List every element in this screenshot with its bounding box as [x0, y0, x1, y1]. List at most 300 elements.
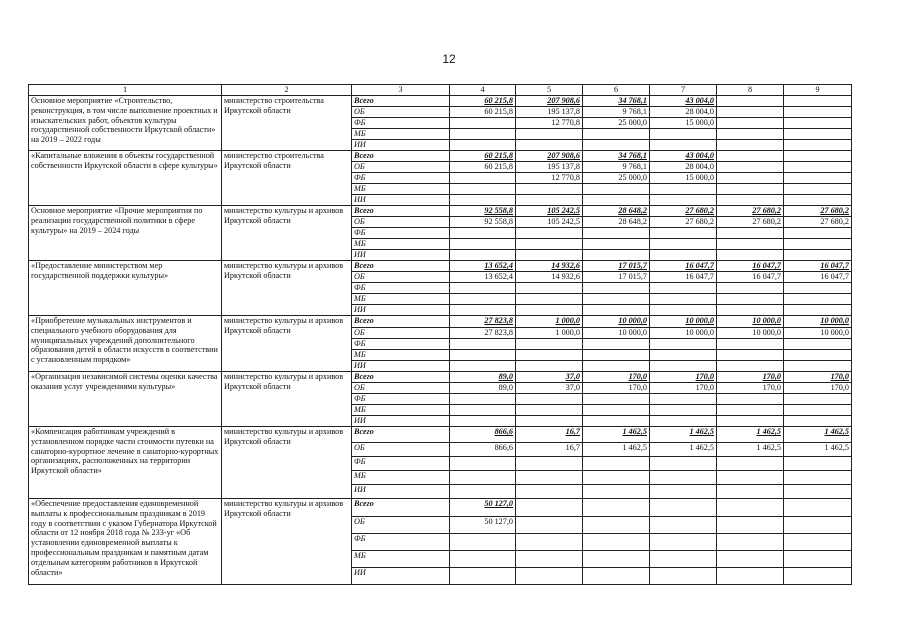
amount-cell: 60 215,8	[450, 151, 516, 162]
amount-cell: 27 823,8	[450, 328, 516, 339]
amount-cell	[717, 568, 784, 585]
amount-cell	[583, 551, 650, 568]
amount-cell	[650, 339, 717, 350]
amount-cell	[784, 405, 852, 416]
amount-cell: 866,6	[450, 443, 516, 457]
amount-cell	[450, 485, 516, 499]
amount-cell	[717, 457, 784, 471]
amount-cell	[784, 394, 852, 405]
amount-cell: 10 000,0	[717, 328, 784, 339]
amount-cell: 9 768,1	[583, 162, 650, 173]
funding-source: ОБ	[352, 328, 450, 339]
amount-cell	[784, 457, 852, 471]
amount-cell: 37,0	[516, 372, 583, 383]
amount-cell: 17 015,7	[583, 272, 650, 283]
amount-cell: 1 462,5	[650, 427, 717, 443]
table-row-total	[29, 261, 852, 272]
amount-cell	[450, 361, 516, 372]
amount-cell	[650, 305, 717, 316]
table-row-total	[29, 427, 852, 443]
amount-cell	[784, 140, 852, 151]
header-cell: 6	[583, 85, 650, 96]
responsible-executor: министерство культуры и архивов Иркутской области	[222, 261, 352, 316]
amount-cell	[516, 283, 583, 294]
amount-cell	[583, 283, 650, 294]
amount-cell	[583, 457, 650, 471]
amount-cell	[450, 305, 516, 316]
budget-table	[28, 84, 852, 585]
measure-description: «Обеспечение предоставления единовременной выплаты к профессиональным праздникам в 2019 году в соответствии с указом Губернатора Иркутской области от 12 ноября 2018 года № 233-уг «Об установлении единовременной выплаты к профессиональным праздникам и памятным датам отдельным категориям работников в Иркутской области»	[29, 499, 222, 585]
amount-cell	[784, 339, 852, 350]
amount-cell: 10 000,0	[717, 316, 784, 328]
amount-cell	[784, 294, 852, 305]
amount-cell: 37,0	[516, 383, 583, 394]
responsible-executor: министерство строительства Иркутской области	[222, 96, 352, 151]
amount-cell: 10 000,0	[583, 328, 650, 339]
amount-cell	[450, 228, 516, 239]
amount-cell	[516, 534, 583, 551]
amount-cell	[583, 239, 650, 250]
funding-source: ОБ	[352, 383, 450, 394]
amount-cell	[516, 394, 583, 405]
amount-cell	[717, 361, 784, 372]
table-row-total	[29, 206, 852, 217]
amount-cell: 1 462,5	[583, 443, 650, 457]
amount-cell: 13 652,4	[450, 272, 516, 283]
funding-source: ФБ	[352, 339, 450, 350]
amount-cell	[784, 239, 852, 250]
page-number: 12	[442, 52, 456, 66]
funding-source: ОБ	[352, 517, 450, 534]
amount-cell	[717, 140, 784, 151]
amount-cell	[516, 457, 583, 471]
amount-cell: 207 908,6	[516, 96, 583, 107]
amount-cell: 43 004,0	[650, 151, 717, 162]
funding-source: ФБ	[352, 394, 450, 405]
amount-cell	[717, 517, 784, 534]
amount-cell: 170,0	[717, 383, 784, 394]
amount-cell: 12 770,8	[516, 118, 583, 129]
amount-cell	[516, 517, 583, 534]
amount-cell	[717, 294, 784, 305]
measure-description: «Организация независимой системы оценки качества оказания услуг учреждениями культуры»	[29, 372, 222, 427]
funding-source: МБ	[352, 471, 450, 485]
amount-cell	[516, 499, 583, 517]
amount-cell	[784, 305, 852, 316]
amount-cell: 1 462,5	[784, 443, 852, 457]
amount-cell	[583, 471, 650, 485]
amount-cell	[516, 416, 583, 427]
amount-cell	[516, 471, 583, 485]
amount-cell: 195 137,8	[516, 107, 583, 118]
amount-cell: 170,0	[784, 383, 852, 394]
amount-cell	[450, 294, 516, 305]
amount-cell: 207 908,6	[516, 151, 583, 162]
funding-source: МБ	[352, 551, 450, 568]
amount-cell	[583, 294, 650, 305]
amount-cell: 60 215,8	[450, 96, 516, 107]
funding-source: ОБ	[352, 217, 450, 228]
responsible-executor: министерство строительства Иркутской области	[222, 151, 352, 206]
amount-cell	[784, 162, 852, 173]
amount-cell	[583, 339, 650, 350]
amount-cell	[583, 405, 650, 416]
amount-cell	[717, 339, 784, 350]
amount-cell: 25 000,0	[583, 173, 650, 184]
amount-cell	[717, 416, 784, 427]
amount-cell: 170,0	[784, 372, 852, 383]
funding-source: ФБ	[352, 457, 450, 471]
funding-source: МБ	[352, 294, 450, 305]
amount-cell	[450, 551, 516, 568]
amount-cell	[583, 195, 650, 206]
amount-cell: 1 462,5	[650, 443, 717, 457]
amount-cell: 27 680,2	[784, 217, 852, 228]
table-body	[29, 85, 852, 585]
amount-cell	[583, 129, 650, 140]
funding-source: ОБ	[352, 162, 450, 173]
responsible-executor: министерство культуры и архивов Иркутской области	[222, 499, 352, 585]
table-row-total	[29, 151, 852, 162]
amount-cell	[784, 228, 852, 239]
amount-cell: 27 823,8	[450, 316, 516, 328]
amount-cell: 27 680,2	[717, 217, 784, 228]
amount-cell: 170,0	[717, 372, 784, 383]
funding-source: ФБ	[352, 534, 450, 551]
amount-cell	[784, 568, 852, 585]
amount-cell: 16,7	[516, 443, 583, 457]
amount-cell	[650, 534, 717, 551]
amount-cell: 170,0	[583, 372, 650, 383]
amount-cell	[784, 118, 852, 129]
amount-cell: 17 015,7	[583, 261, 650, 272]
amount-cell	[650, 405, 717, 416]
amount-cell: 60 215,8	[450, 162, 516, 173]
amount-cell	[784, 151, 852, 162]
funding-source: ИИ	[352, 416, 450, 427]
amount-cell	[583, 499, 650, 517]
amount-cell: 16 047,7	[717, 272, 784, 283]
amount-cell	[650, 517, 717, 534]
amount-cell	[784, 361, 852, 372]
amount-cell	[650, 485, 717, 499]
responsible-executor: министерство культуры и архивов Иркутской области	[222, 316, 352, 372]
amount-cell	[650, 568, 717, 585]
amount-cell	[784, 250, 852, 261]
amount-cell	[583, 361, 650, 372]
amount-cell	[650, 283, 717, 294]
amount-cell: 1 000,0	[516, 328, 583, 339]
funding-source: Всего	[352, 372, 450, 383]
amount-cell	[650, 499, 717, 517]
amount-cell	[784, 517, 852, 534]
amount-cell: 27 680,2	[784, 206, 852, 217]
amount-cell	[450, 140, 516, 151]
amount-cell	[450, 394, 516, 405]
amount-cell	[516, 228, 583, 239]
amount-cell	[784, 107, 852, 118]
amount-cell: 12 770,8	[516, 173, 583, 184]
amount-cell	[717, 107, 784, 118]
header-cell: 1	[29, 85, 222, 96]
table-row-total	[29, 372, 852, 383]
amount-cell	[717, 151, 784, 162]
amount-cell: 27 680,2	[717, 206, 784, 217]
amount-cell	[717, 173, 784, 184]
amount-cell	[450, 129, 516, 140]
amount-cell	[583, 184, 650, 195]
amount-cell: 50 127,0	[450, 499, 516, 517]
amount-cell	[450, 339, 516, 350]
amount-cell	[516, 250, 583, 261]
amount-cell: 170,0	[650, 372, 717, 383]
amount-cell	[717, 551, 784, 568]
amount-cell: 25 000,0	[583, 118, 650, 129]
header-cell: 3	[352, 85, 450, 96]
amount-cell	[583, 250, 650, 261]
amount-cell	[717, 283, 784, 294]
funding-source: МБ	[352, 184, 450, 195]
amount-cell	[717, 405, 784, 416]
amount-cell	[717, 471, 784, 485]
amount-cell: 34 768,1	[583, 96, 650, 107]
amount-cell	[784, 129, 852, 140]
amount-cell	[784, 283, 852, 294]
amount-cell	[650, 457, 717, 471]
amount-cell	[516, 129, 583, 140]
header-cell: 9	[784, 85, 852, 96]
amount-cell: 9 768,1	[583, 107, 650, 118]
amount-cell	[516, 361, 583, 372]
amount-cell: 13 652,4	[450, 261, 516, 272]
header-cell: 2	[222, 85, 352, 96]
amount-cell: 195 137,8	[516, 162, 583, 173]
amount-cell: 28 648,2	[583, 217, 650, 228]
amount-cell	[516, 239, 583, 250]
amount-cell	[650, 140, 717, 151]
amount-cell	[784, 416, 852, 427]
amount-cell	[516, 184, 583, 195]
amount-cell	[784, 485, 852, 499]
funding-source: ОБ	[352, 443, 450, 457]
amount-cell	[450, 250, 516, 261]
amount-cell	[450, 416, 516, 427]
amount-cell	[650, 250, 717, 261]
amount-cell	[516, 405, 583, 416]
amount-cell	[784, 551, 852, 568]
funding-source: ОБ	[352, 272, 450, 283]
amount-cell	[784, 534, 852, 551]
funding-source: МБ	[352, 405, 450, 416]
header-cell: 4	[450, 85, 516, 96]
funding-source: Всего	[352, 261, 450, 272]
amount-cell: 10 000,0	[784, 316, 852, 328]
amount-cell	[516, 551, 583, 568]
amount-cell: 15 000,0	[650, 173, 717, 184]
amount-cell	[516, 195, 583, 206]
amount-cell	[784, 96, 852, 107]
amount-cell: 10 000,0	[583, 316, 650, 328]
funding-source: МБ	[352, 129, 450, 140]
amount-cell	[650, 228, 717, 239]
amount-cell	[650, 129, 717, 140]
funding-source: Всего	[352, 427, 450, 443]
amount-cell	[650, 416, 717, 427]
amount-cell	[650, 350, 717, 361]
amount-cell: 92 558,8	[450, 217, 516, 228]
amount-cell: 43 004,0	[650, 96, 717, 107]
amount-cell	[650, 394, 717, 405]
measure-description: «Компенсация работникам учреждений в установленном порядке части стоимости путевки на санаторно-курортное лечение в санаторно-курортных организациях, расположенных на территории Иркутской области»	[29, 427, 222, 499]
funding-source: ИИ	[352, 568, 450, 585]
amount-cell: 1 000,0	[516, 316, 583, 328]
amount-cell	[717, 118, 784, 129]
amount-cell	[450, 239, 516, 250]
header-cell: 7	[650, 85, 717, 96]
amount-cell	[717, 162, 784, 173]
amount-cell	[583, 394, 650, 405]
amount-cell	[650, 471, 717, 485]
amount-cell	[650, 184, 717, 195]
amount-cell	[450, 195, 516, 206]
amount-cell	[450, 568, 516, 585]
funding-source: МБ	[352, 350, 450, 361]
amount-cell: 866,6	[450, 427, 516, 443]
amount-cell: 1 462,5	[717, 443, 784, 457]
funding-source: ФБ	[352, 283, 450, 294]
amount-cell: 1 462,5	[583, 427, 650, 443]
responsible-executor: министерство культуры и архивов Иркутской области	[222, 206, 352, 261]
amount-cell	[717, 534, 784, 551]
amount-cell: 15 000,0	[650, 118, 717, 129]
amount-cell	[450, 283, 516, 294]
amount-cell	[717, 239, 784, 250]
amount-cell	[717, 499, 784, 517]
amount-cell	[784, 173, 852, 184]
amount-cell	[650, 195, 717, 206]
funding-source: Всего	[352, 206, 450, 217]
funding-source: ФБ	[352, 173, 450, 184]
funding-source: ИИ	[352, 361, 450, 372]
measure-description: Основное мероприятие «Строительство, реконструкция, в том числе выполнение проектных и изыскательских работ, объектов культуры государственной собственности Иркутской области» на 2019 – 2022 годы	[29, 96, 222, 151]
funding-source: Всего	[352, 96, 450, 107]
amount-cell	[450, 534, 516, 551]
header-row	[29, 85, 852, 96]
amount-cell	[717, 96, 784, 107]
funding-source: Всего	[352, 316, 450, 328]
funding-source: ФБ	[352, 228, 450, 239]
amount-cell: 16 047,7	[784, 261, 852, 272]
header-cell: 8	[717, 85, 784, 96]
amount-cell: 1 462,5	[717, 427, 784, 443]
amount-cell	[516, 485, 583, 499]
table-row-total	[29, 316, 852, 328]
measure-description: «Предоставление министерством мер государственной поддержки культуры»	[29, 261, 222, 316]
amount-cell	[516, 350, 583, 361]
amount-cell	[784, 350, 852, 361]
amount-cell	[784, 471, 852, 485]
amount-cell: 16,7	[516, 427, 583, 443]
amount-cell: 10 000,0	[650, 328, 717, 339]
funding-source: ИИ	[352, 140, 450, 151]
amount-cell: 89,0	[450, 372, 516, 383]
amount-cell	[583, 305, 650, 316]
amount-cell	[583, 568, 650, 585]
measure-description: Основное мероприятие «Прочие мероприятия по реализации государственной политики в сфере культуры» на 2019 – 2024 годы	[29, 206, 222, 261]
funding-source: Всего	[352, 151, 450, 162]
amount-cell	[583, 485, 650, 499]
amount-cell: 50 127,0	[450, 517, 516, 534]
header-cell: 5	[516, 85, 583, 96]
amount-cell: 92 558,8	[450, 206, 516, 217]
amount-cell	[450, 350, 516, 361]
responsible-executor: министерство культуры и архивов Иркутской области	[222, 427, 352, 499]
amount-cell	[583, 534, 650, 551]
amount-cell: 105 242,5	[516, 217, 583, 228]
amount-cell	[450, 471, 516, 485]
amount-cell	[650, 551, 717, 568]
amount-cell	[450, 405, 516, 416]
amount-cell	[717, 305, 784, 316]
amount-cell	[717, 195, 784, 206]
amount-cell: 28 004,0	[650, 162, 717, 173]
amount-cell: 60 215,8	[450, 107, 516, 118]
amount-cell	[717, 250, 784, 261]
amount-cell: 16 047,7	[650, 272, 717, 283]
measure-description: «Приобретение музыкальных инструментов и специального учебного оборудования для муниципальных учреждений дополнительного образования детей в области искусств в соответствии с установленным порядком»	[29, 316, 222, 372]
amount-cell	[450, 184, 516, 195]
amount-cell	[650, 294, 717, 305]
amount-cell: 105 242,5	[516, 206, 583, 217]
amount-cell	[717, 129, 784, 140]
funding-source: ИИ	[352, 305, 450, 316]
amount-cell	[717, 485, 784, 499]
amount-cell	[717, 394, 784, 405]
amount-cell	[516, 339, 583, 350]
funding-source: ИИ	[352, 250, 450, 261]
funding-source: МБ	[352, 239, 450, 250]
amount-cell	[650, 361, 717, 372]
amount-cell	[516, 140, 583, 151]
amount-cell: 89,0	[450, 383, 516, 394]
amount-cell	[784, 184, 852, 195]
amount-cell	[717, 228, 784, 239]
table-row-total	[29, 96, 852, 107]
amount-cell	[583, 416, 650, 427]
amount-cell	[516, 568, 583, 585]
amount-cell	[784, 499, 852, 517]
amount-cell: 10 000,0	[650, 316, 717, 328]
amount-cell: 27 680,2	[650, 217, 717, 228]
amount-cell: 16 047,7	[784, 272, 852, 283]
amount-cell: 16 047,7	[650, 261, 717, 272]
amount-cell	[450, 173, 516, 184]
amount-cell	[516, 294, 583, 305]
amount-cell: 14 932,6	[516, 272, 583, 283]
amount-cell: 170,0	[583, 383, 650, 394]
amount-cell	[784, 195, 852, 206]
amount-cell: 27 680,2	[650, 206, 717, 217]
amount-cell: 28 004,0	[650, 107, 717, 118]
amount-cell	[717, 184, 784, 195]
amount-cell	[583, 517, 650, 534]
amount-cell: 28 648,2	[583, 206, 650, 217]
amount-cell	[583, 350, 650, 361]
amount-cell	[583, 140, 650, 151]
table-row-total	[29, 499, 852, 517]
amount-cell: 34 768,1	[583, 151, 650, 162]
funding-source: ИИ	[352, 195, 450, 206]
